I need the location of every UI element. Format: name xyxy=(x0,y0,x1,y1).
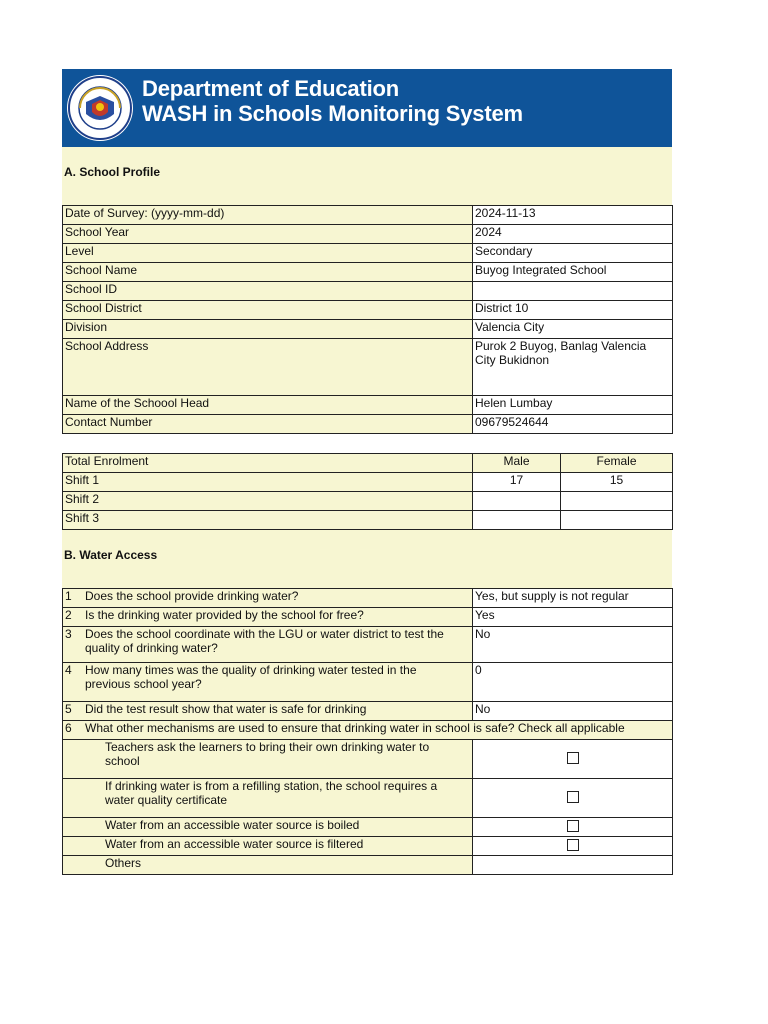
table-row xyxy=(63,608,673,627)
table-row xyxy=(63,339,673,396)
profile-value[interactable]: Buyog Integrated School xyxy=(473,263,673,282)
question-cell xyxy=(63,702,473,721)
table-row xyxy=(63,702,673,721)
table-row xyxy=(63,473,673,492)
enrolment-header: Total Enrolment xyxy=(63,454,473,473)
profile-label: School District xyxy=(63,301,473,320)
spacer xyxy=(62,434,672,453)
question-text: Does the school provide drinking water? xyxy=(85,589,299,603)
question-cell xyxy=(63,608,473,627)
profile-value[interactable]: Purok 2 Buyog, Banlag Valencia City Bukidnon xyxy=(473,339,673,396)
question-text: What other mechanisms are used to ensure that drinking water in school is safe? Check all applicable xyxy=(85,721,625,735)
option-label: Water from an accessible water source is filtered xyxy=(105,837,364,851)
table-row xyxy=(63,320,673,339)
table-row xyxy=(63,454,673,473)
table-row xyxy=(63,856,673,875)
option-checkbox-cell xyxy=(473,837,673,856)
question-number: 6 xyxy=(65,721,72,735)
option-cell xyxy=(63,856,473,875)
question-cell xyxy=(63,721,673,740)
banner-title-line2: WASH in Schools Monitoring System xyxy=(142,101,523,126)
table-row xyxy=(63,301,673,320)
section-a-heading xyxy=(62,147,672,205)
male-count[interactable]: 17 xyxy=(473,473,561,492)
female-count[interactable] xyxy=(561,511,673,530)
option-checkbox-cell xyxy=(473,740,673,779)
profile-label: Contact Number xyxy=(63,415,473,434)
profile-value[interactable]: Helen Lumbay xyxy=(473,396,673,415)
monitoring-form xyxy=(62,69,672,875)
profile-value[interactable] xyxy=(473,282,673,301)
water-access-table xyxy=(62,588,673,875)
shift-label: Shift 3 xyxy=(63,511,473,530)
section-b-heading xyxy=(62,530,672,588)
table-row xyxy=(63,225,673,244)
question-text: Is the drinking water provided by the school for free? xyxy=(85,608,364,622)
option-checkbox[interactable] xyxy=(567,820,579,832)
shift-label: Shift 2 xyxy=(63,492,473,511)
school-profile-table xyxy=(62,205,673,434)
shift-label: Shift 1 xyxy=(63,473,473,492)
male-column-header: Male xyxy=(473,454,561,473)
profile-label: Division xyxy=(63,320,473,339)
male-count[interactable] xyxy=(473,511,561,530)
table-row xyxy=(63,396,673,415)
female-count[interactable]: 15 xyxy=(561,473,673,492)
table-row xyxy=(63,492,673,511)
profile-label: School Address xyxy=(63,339,473,396)
profile-value[interactable]: District 10 xyxy=(473,301,673,320)
answer-value[interactable]: 0 xyxy=(473,663,673,702)
table-row xyxy=(63,779,673,818)
section-b-title: B. Water Access xyxy=(64,548,158,562)
profile-label: School Name xyxy=(63,263,473,282)
male-count[interactable] xyxy=(473,492,561,511)
option-checkbox-cell xyxy=(473,818,673,837)
profile-label: Level xyxy=(63,244,473,263)
question-number: 3 xyxy=(65,627,72,641)
table-row xyxy=(63,263,673,282)
question-number: 1 xyxy=(65,589,72,603)
table-row xyxy=(63,511,673,530)
table-row xyxy=(63,415,673,434)
profile-label: Date of Survey: (yyyy-mm-dd) xyxy=(63,206,473,225)
profile-value[interactable]: 2024-11-13 xyxy=(473,206,673,225)
question-number: 4 xyxy=(65,663,72,677)
question-text: Does the school coordinate with the LGU or water district to test the quality of drinking water? xyxy=(85,627,444,655)
table-row xyxy=(63,818,673,837)
profile-label: Name of the Schoool Head xyxy=(63,396,473,415)
option-cell xyxy=(63,740,473,779)
answer-value[interactable]: Yes xyxy=(473,608,673,627)
option-checkbox[interactable] xyxy=(567,791,579,803)
option-label: Water from an accessible water source is boiled xyxy=(105,818,360,832)
deped-seal-logo xyxy=(66,74,134,142)
option-label: If drinking water is from a refilling station, the school requires a water quality certificate xyxy=(105,779,438,807)
option-cell xyxy=(63,779,473,818)
table-row xyxy=(63,663,673,702)
profile-value[interactable]: 09679524644 xyxy=(473,415,673,434)
female-count[interactable] xyxy=(561,492,673,511)
answer-value[interactable]: Yes, but supply is not regular xyxy=(473,589,673,608)
table-row xyxy=(63,244,673,263)
answer-value[interactable]: No xyxy=(473,627,673,663)
option-checkbox[interactable] xyxy=(567,839,579,851)
answer-value[interactable]: No xyxy=(473,702,673,721)
table-row xyxy=(63,282,673,301)
option-checkbox[interactable] xyxy=(567,752,579,764)
others-value[interactable] xyxy=(473,856,673,875)
header-banner xyxy=(62,69,672,147)
table-row xyxy=(63,206,673,225)
enrolment-table xyxy=(62,453,673,530)
option-label: Others xyxy=(105,856,142,870)
table-row xyxy=(63,740,673,779)
female-column-header: Female xyxy=(561,454,673,473)
table-row xyxy=(63,589,673,608)
question-number: 2 xyxy=(65,608,72,622)
profile-label: School ID xyxy=(63,282,473,301)
profile-value[interactable]: Valencia City xyxy=(473,320,673,339)
table-row xyxy=(63,721,673,740)
table-row xyxy=(63,627,673,663)
section-a-title: A. School Profile xyxy=(64,165,161,179)
question-number: 5 xyxy=(65,702,72,716)
option-checkbox-cell xyxy=(473,779,673,818)
question-text: How many times was the quality of drinking water tested in the previous school year? xyxy=(85,663,417,691)
question-cell xyxy=(63,663,473,702)
option-label: Teachers ask the learners to bring their own drinking water to school xyxy=(105,740,430,768)
profile-value[interactable]: Secondary xyxy=(473,244,673,263)
option-cell xyxy=(63,837,473,856)
profile-label: School Year xyxy=(63,225,473,244)
option-cell xyxy=(63,818,473,837)
question-cell xyxy=(63,627,473,663)
profile-value[interactable]: 2024 xyxy=(473,225,673,244)
question-cell xyxy=(63,589,473,608)
question-text: Did the test result show that water is safe for drinking xyxy=(85,702,367,716)
banner-title-line1: Department of Education xyxy=(142,76,399,101)
table-row xyxy=(63,837,673,856)
